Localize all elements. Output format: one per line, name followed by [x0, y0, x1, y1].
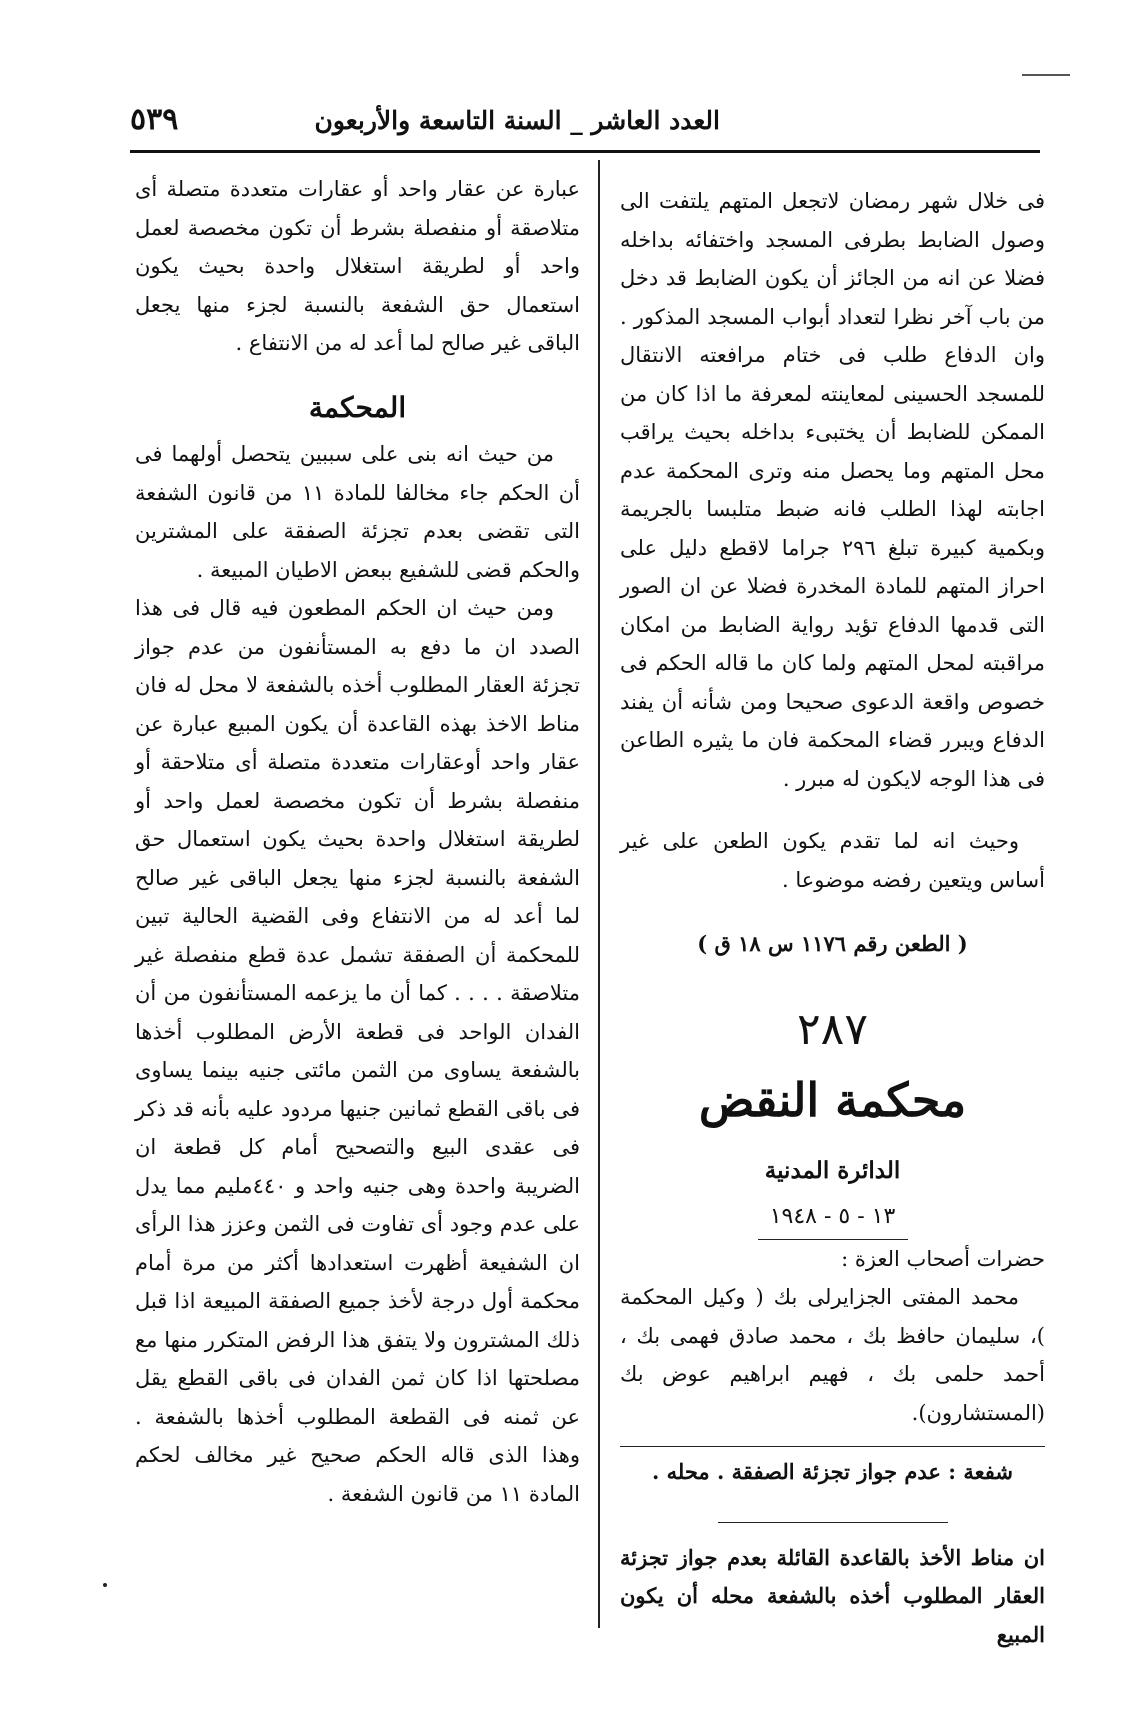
running-title: العدد العاشر _ السنة التاسعة والأربعون — [314, 106, 720, 135]
case-subject: شفعة : عدم جواز تجزئة الصفقة . محله . — [652, 1459, 1013, 1484]
stray-dot — [103, 1583, 107, 1587]
right-column — [620, 182, 1045, 1654]
left-para-3: ومن حيث ان الحكم المطعون فيه قال فى هذا الصدد ان ما دفع به المستأنفون من عدم جواز تجزئة العقار المطلوب أخذه بالشفعة لا محل له فان مناط الاخذ بهذه القاعدة أن يكون المبيع عبارة عن عقار واحد أوعقارات متعددة متصلة أى متلاحقة أو منفصلة بشرط أن تكون مخصصة لعمل واحد أو لطريقة استغلال واحدة بحيث يكون استعمال حق الشفعة بالنسبة لجزء منها يجعل الباقى غير صالح لما أعد له من الانتفاع وفى القضية الحالية تبين للمحكمة أن الصفقة تشمل عدة قطع منفصلة غير متلاصقة . . . . كما أن ما يزعمه المستأنفون من أن الفدان الواحد فى قطعة الأرض المطلوب أخذها بالشفعة يساوى من الثمن مائتى جنيه بينما يساوى فى باقى القطع ثمانين جنيها مردود عليه بأنه قد ذكر فى عقدى البيع والتصحيح أمام كل قطعة ان الضريبة واحدة وهى جنيه واحد و ٤٤٠مليم مما يدل على عدم وجود أى تفاوت فى الثمن وعزز هذا الرأى ان الشفيعة أظهرت استعدادها أكثر من مرة أمام محكمة أول درجة لأخذ جميع الصفقة المبيعة اذا قبل ذلك المشترون ولا يتفق هذا الرفض المتكرر منها مع مصلحتها اذا كان ثمن الفدان فى باقى القطع يقل عن ثمنه فى القطعة المطلوب أخذها بالشفعة . وهذا الذى قاله الحكم صحيح غير مخالف لحكم المادة ١١ من قانون الشفعة . — [135, 596, 580, 1506]
right-para-1: فى خلال شهر رمضان لاتجعل المتهم يلتفت الى وصول الضابط بطرفى المسجد واختفائه بداخله فضلا عن انه من الجائز أن يكون الضابط قد دخل من باب آخر نظرا لتعداد أبواب المسجد المذكور . وان الدفاع طلب فى ختام مرافعته الانتقال للمسجد الحسينى لمعاينته لمعرفة ما اذا كان من الممكن للضابط أن يختبىء بداخله بحيث يراقب محل المتهم وما يحصل منه وترى المحكمة عدم اجابته لهذا الطلب فانه ضبط متلبسا بالجريمة وبكمية كبيرة تبلغ ٢٩٦ جراما لاقطع دليل على احراز المتهم للمادة المخدرة فضلا عن ان الصور التى قدمها الدفاع تؤيد رواية الضابط من امكان مراقبته لمحل المتهم ولما كان ما قاله الحكم فى خصوص واقعة الدعوى صحيحا ومن شأنه أن يفند الدفاع ويبرر قضاء المحكمة فان ما يثيره الطاعن فى هذا الوجه لايكون له مبرر . — [620, 189, 1046, 791]
judgment-date: ١٣ - ٥ - ١٩٤٨ — [769, 1204, 896, 1229]
subject-rule-top — [620, 1446, 1045, 1447]
circuit-name: الدائرة المدنية — [764, 1156, 901, 1184]
bench-members: محمد المفتى الجزايرلى بك ( وكيل المحكمة )، سليمان حافظ بك ، محمد صادق فهمى بك ، أحمد حلمى بك ، فهيم ابراهيم عوض بك (المستشارون). — [620, 1285, 1045, 1425]
section-heading: المحكمة — [308, 390, 407, 424]
left-para-2: من حيث انه بنى على سببين يتحصل أولهما فى أن الحكم جاء مخالفا للمادة ١١ من قانون الشفعة التى تقضى بعدم تجزئة الصفقة على المشترين والحكم قضى للشفيع ببعض الاطيان المبيعة . — [135, 442, 580, 582]
court-name: محكمة النقض — [698, 1072, 967, 1127]
right-para-2: وحيث انه لما تقدم يكون الطعن على غير أساس ويتعين رفضه موضوعا . — [620, 829, 1045, 892]
header-rule — [130, 150, 1040, 153]
principle-rule — [718, 1522, 948, 1523]
column-divider — [598, 160, 600, 1628]
left-column — [135, 170, 580, 1513]
appeal-reference: ( الطعن رقم ١١٧٦ س ١٨ ق ) — [697, 931, 968, 956]
legal-principle: ان مناط الأخذ بالقاعدة القائلة بعدم جواز تجزئة العقار المطلوب أخذه بالشفعة محله أن يكون المبيع — [620, 1544, 1045, 1647]
corner-rule — [1022, 74, 1070, 76]
case-number: ٢٨٧ — [797, 1003, 868, 1055]
page-number: ٥٣٩ — [130, 102, 179, 137]
page-header — [130, 102, 1040, 146]
left-para-1: عبارة عن عقار واحد أو عقارات متعددة متصلة أى متلاصقة أو منفصلة بشرط أن تكون مخصصة لعمل واحد أو لطريقة استغلال واحدة بحيث يكون استعمال حق الشفعة بالنسبة لجزء منها يجعل الباقى غير صالح لما أعد له من الانتفاع . — [135, 177, 580, 355]
bench-intro: حضرات أصحاب العزة : — [841, 1246, 1045, 1271]
